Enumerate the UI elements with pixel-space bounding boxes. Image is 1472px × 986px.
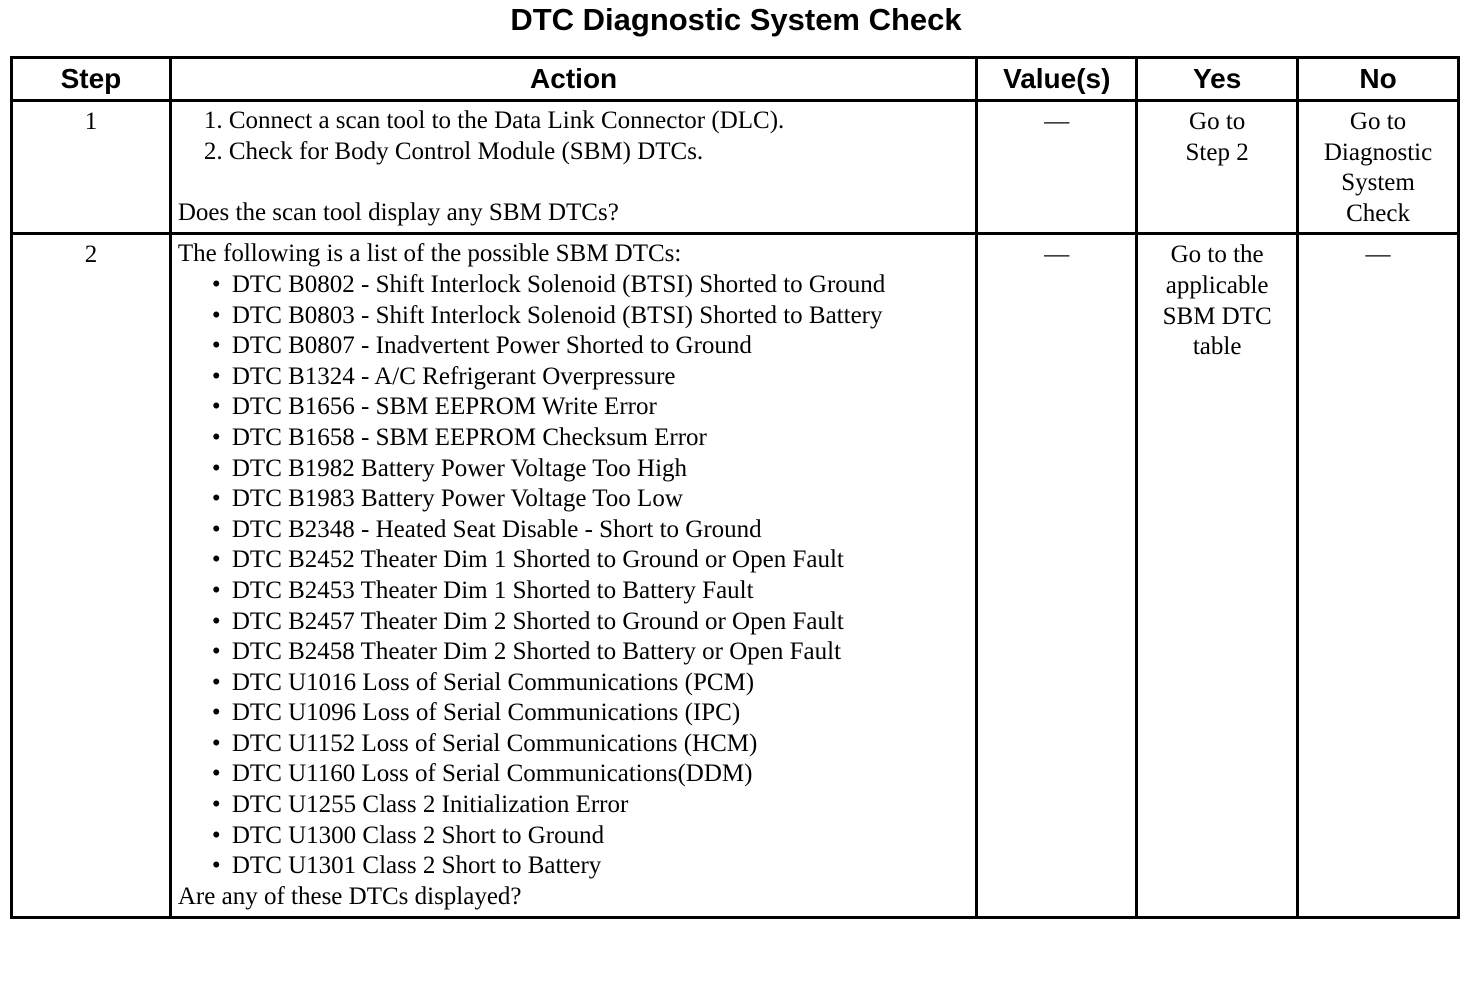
bullet-icon: • <box>211 393 221 421</box>
no-line: Diagnostic <box>1323 138 1433 166</box>
dtc-list-item <box>210 392 967 423</box>
bullet-icon: • <box>211 362 221 390</box>
step-question-2: Are any of these DTCs displayed? <box>177 882 522 910</box>
dtc-text: DTC U1160 Loss of Serial Communications(DDM) <box>231 760 753 788</box>
yes-cell-2 <box>1137 234 1298 918</box>
instruction-item: 2. Check for Body Control Module (SBM) DTCs. <box>203 137 704 165</box>
dtc-text: DTC U1300 Class 2 Short to Ground <box>231 821 605 849</box>
dtc-list-item <box>210 668 967 699</box>
value-cell-1 <box>977 101 1137 234</box>
yes-line: Go to the <box>1170 241 1264 269</box>
dtc-text: DTC B0807 - Inadvertent Power Shorted to Ground <box>231 332 752 360</box>
dtc-list-item <box>210 821 967 852</box>
dtc-list-item <box>210 301 967 332</box>
bullet-icon: • <box>211 760 221 788</box>
no-dash: — <box>1365 241 1391 269</box>
table-header-row <box>12 58 1459 101</box>
no-cell-2 <box>1298 234 1459 918</box>
dtc-list-item <box>210 423 967 454</box>
dtc-list-item <box>210 545 967 576</box>
dtc-list-item <box>210 607 967 638</box>
action-cell-2 <box>170 234 976 918</box>
dtc-text: DTC B1656 - SBM EEPROM Write Error <box>231 393 657 421</box>
bullet-icon: • <box>211 301 221 329</box>
dtc-list-item <box>210 729 967 760</box>
bullet-icon: • <box>211 791 221 819</box>
no-line: Go to <box>1349 108 1407 135</box>
dtc-list-item <box>210 759 967 790</box>
step-question-1: Does the scan tool display any SBM DTCs? <box>177 198 619 226</box>
dtc-list-item <box>210 515 967 546</box>
dtc-list-item <box>210 698 967 729</box>
yes-line: applicable <box>1165 271 1269 299</box>
dtc-text: DTC U1016 Loss of Serial Communications (PCM) <box>231 668 755 696</box>
header-no: No <box>1298 58 1459 101</box>
bullet-icon: • <box>211 668 221 696</box>
bullet-icon: • <box>211 852 221 880</box>
dtc-list-item <box>210 576 967 607</box>
value-cell-2 <box>977 234 1137 918</box>
dtc-text: DTC B0803 - Shift Interlock Solenoid (BTSI) Shorted to Battery <box>231 301 883 329</box>
table-row <box>12 101 1459 234</box>
dtc-list <box>178 270 967 882</box>
dtc-text: DTC B2458 Theater Dim 2 Shorted to Battery or Open Fault <box>231 638 842 666</box>
no-cell-1 <box>1298 101 1459 234</box>
dtc-diagnostic-table <box>10 56 1460 919</box>
step-number-2: 2 <box>12 234 171 918</box>
dtc-text: DTC U1301 Class 2 Short to Battery <box>231 852 602 880</box>
dtc-list-item <box>210 851 967 882</box>
dtc-text: DTC B0802 - Shift Interlock Solenoid (BTSI) Shorted to Ground <box>231 270 886 298</box>
bullet-icon: • <box>211 729 221 757</box>
dtc-text: DTC B2453 Theater Dim 1 Shorted to Battery Fault <box>231 576 754 604</box>
header-step: Step <box>12 58 171 101</box>
dtc-text: DTC B1982 Battery Power Voltage Too High <box>231 454 688 482</box>
dtc-list-intro: The following is a list of the possible SBM DTCs: <box>177 240 682 268</box>
bullet-icon: • <box>211 270 221 298</box>
dtc-list-item <box>210 270 967 301</box>
dtc-text: DTC B1983 Battery Power Voltage Too Low <box>231 485 683 513</box>
yes-line: table <box>1192 333 1242 361</box>
dtc-list-item <box>210 362 967 393</box>
dtc-text: DTC B2457 Theater Dim 2 Shorted to Ground or Open Fault <box>231 607 844 635</box>
dtc-text: DTC U1255 Class 2 Initialization Error <box>231 791 629 819</box>
action-cell-1 <box>170 101 976 234</box>
no-line: Check <box>1346 199 1410 227</box>
bullet-icon: • <box>211 485 221 513</box>
header-values: Value(s) <box>977 58 1137 101</box>
bullet-icon: • <box>211 821 221 849</box>
dtc-list-item <box>210 331 967 362</box>
dtc-list-item <box>210 484 967 515</box>
dtc-text: DTC B1658 - SBM EEPROM Checksum Error <box>231 423 707 451</box>
bullet-icon: • <box>211 638 221 666</box>
bullet-icon: • <box>211 576 221 604</box>
instruction-list <box>178 106 967 167</box>
page-title: DTC Diagnostic System Check <box>510 2 962 37</box>
yes-line: Go to <box>1189 108 1246 135</box>
bullet-icon: • <box>211 332 221 360</box>
step-number-1: 1 <box>12 101 171 234</box>
bullet-icon: • <box>211 607 221 635</box>
header-action: Action <box>170 58 976 101</box>
yes-line: Step 2 <box>1185 138 1249 166</box>
no-line: System <box>1341 169 1415 197</box>
dtc-text: DTC B1324 - A/C Refrigerant Overpressure <box>231 362 676 390</box>
dtc-text: DTC B2452 Theater Dim 1 Shorted to Ground or Open Fault <box>231 546 844 574</box>
instruction-item: 1. Connect a scan tool to the Data Link Connector (DLC). <box>203 107 785 134</box>
bullet-icon: • <box>211 454 221 482</box>
dtc-text: DTC B2348 - Heated Seat Disable - Short to Ground <box>231 515 762 543</box>
value-dash: — <box>1044 108 1070 135</box>
dtc-text: DTC U1152 Loss of Serial Communications (HCM) <box>231 729 758 757</box>
table-row <box>12 234 1459 918</box>
bullet-icon: • <box>211 699 221 727</box>
dtc-text: DTC U1096 Loss of Serial Communications (IPC) <box>231 699 741 727</box>
yes-cell-1 <box>1137 101 1298 234</box>
bullet-icon: • <box>211 515 221 543</box>
yes-line: SBM DTC <box>1162 302 1272 330</box>
header-yes: Yes <box>1137 58 1298 101</box>
value-dash: — <box>1044 241 1070 269</box>
dtc-list-item <box>210 790 967 821</box>
dtc-list-item <box>210 637 967 668</box>
dtc-list-item <box>210 454 967 485</box>
bullet-icon: • <box>211 546 221 574</box>
bullet-icon: • <box>211 423 221 451</box>
